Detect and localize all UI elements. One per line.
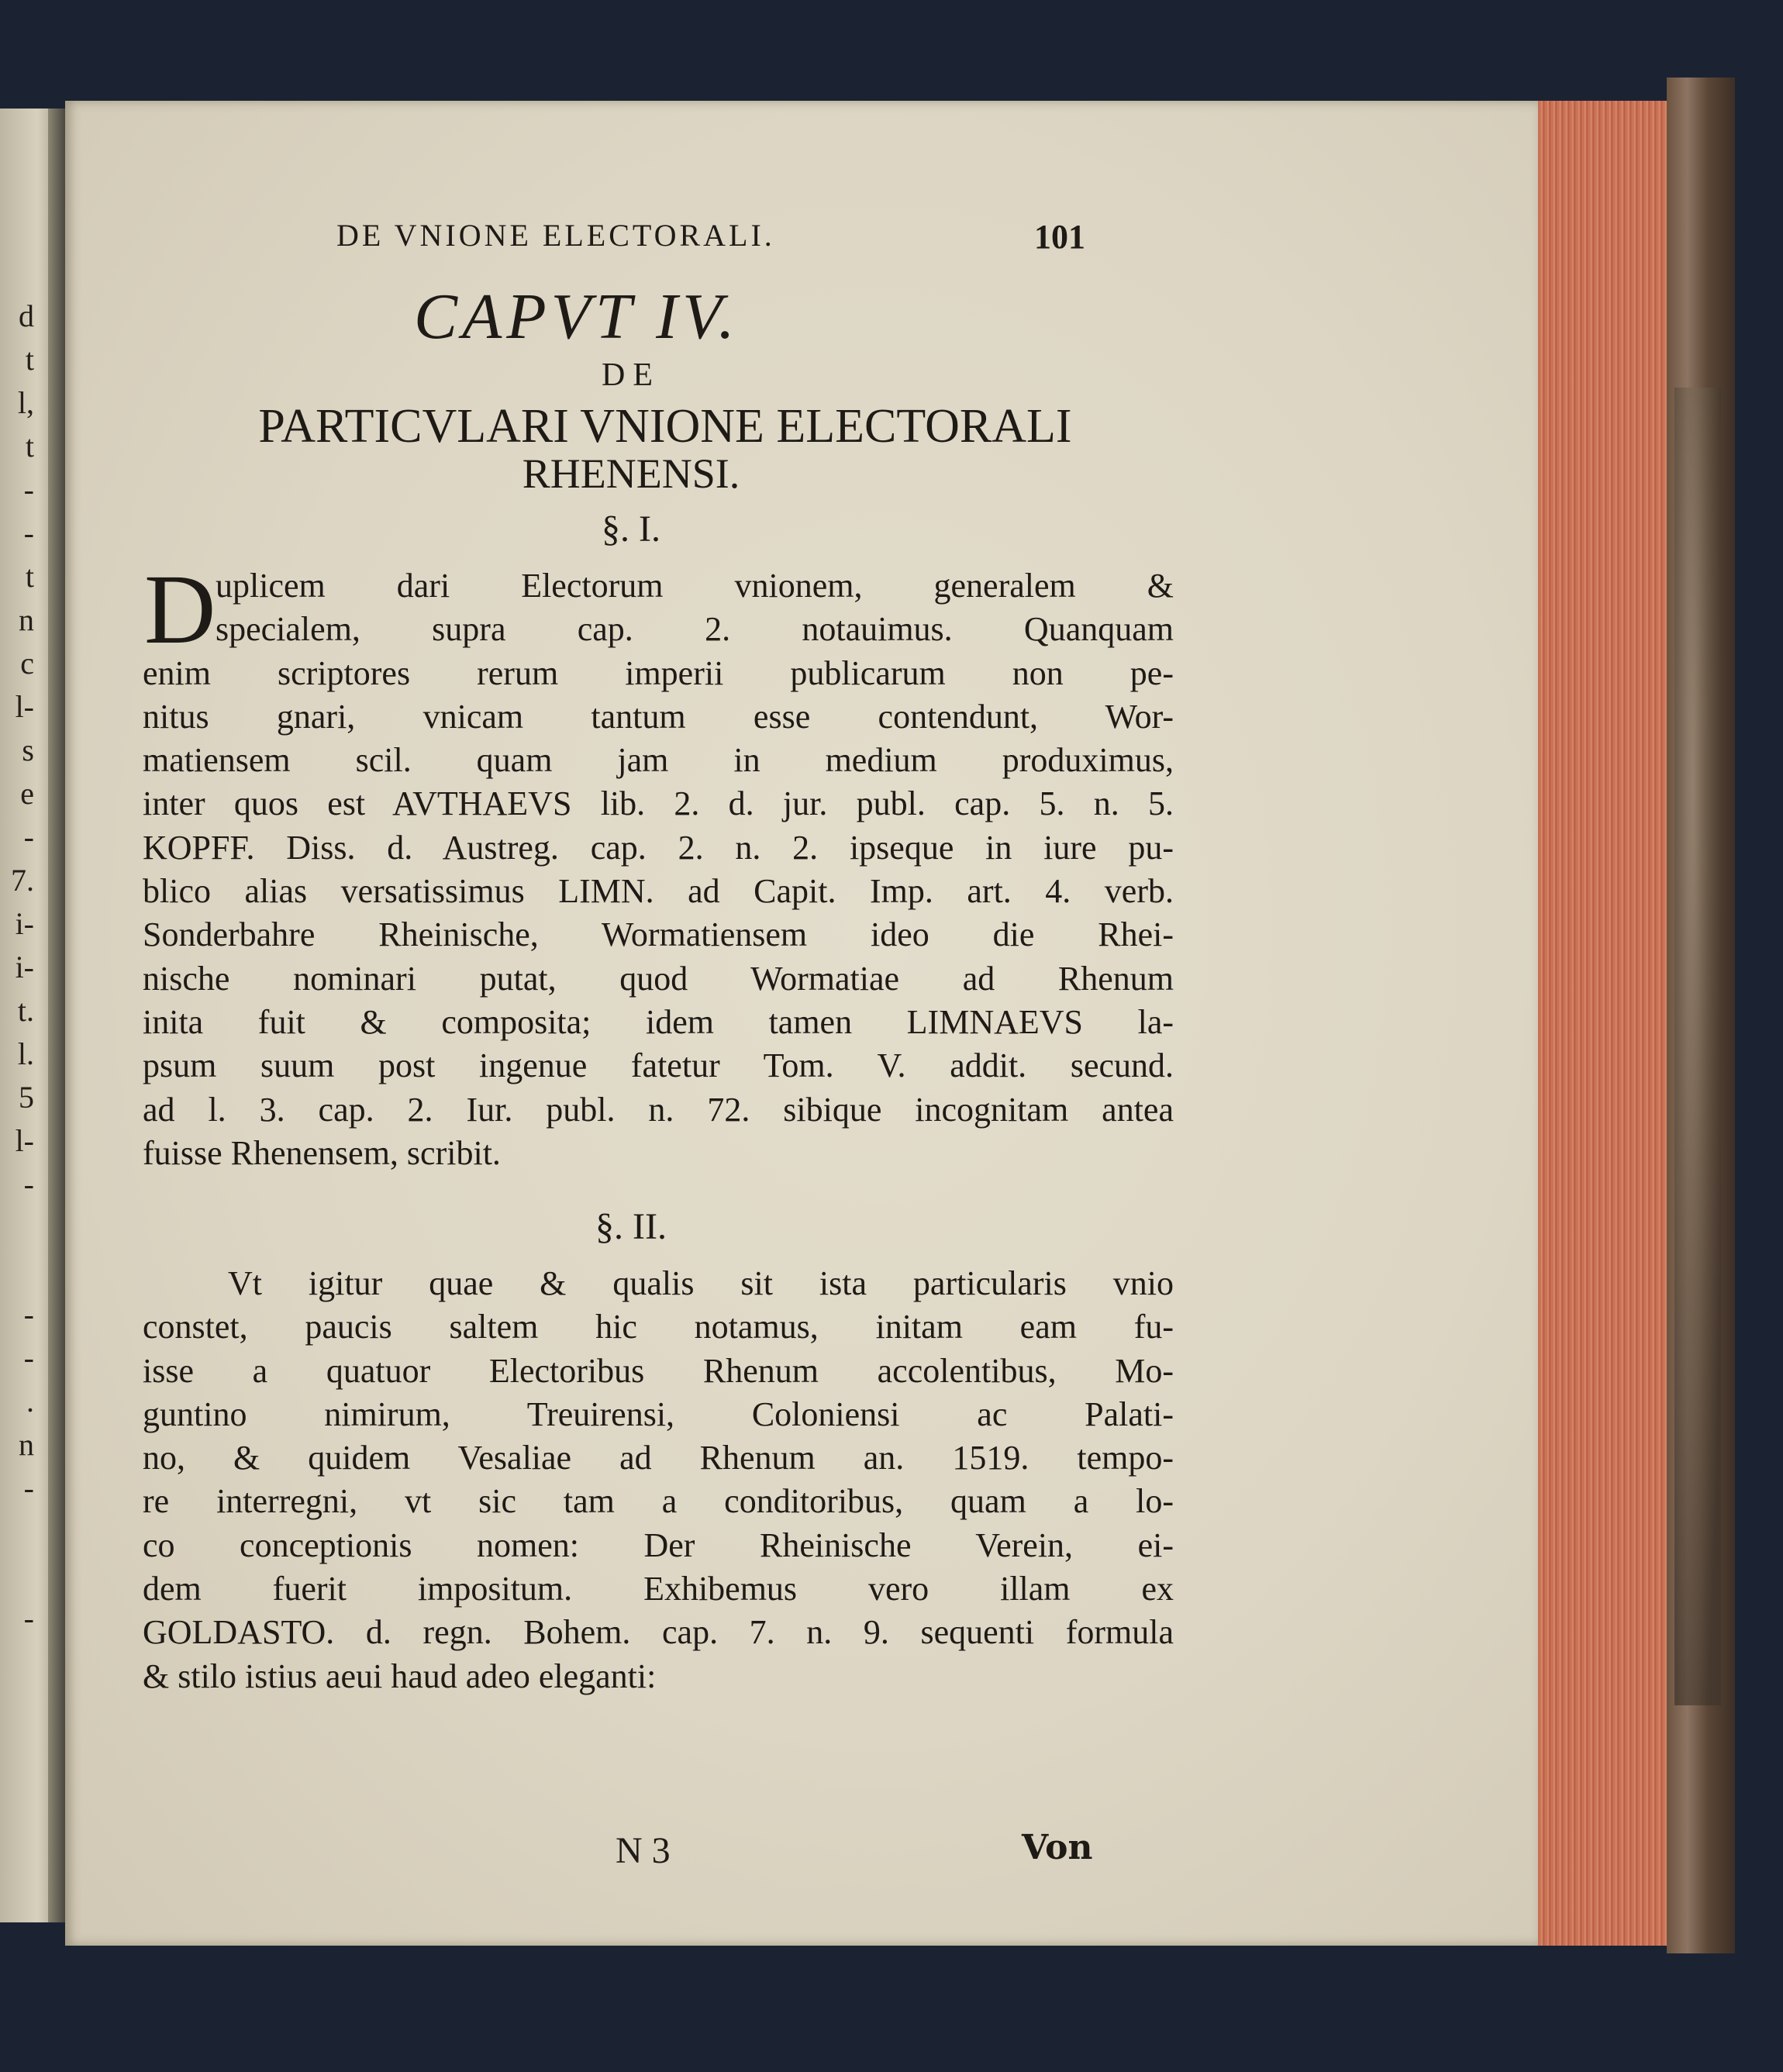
chapter-subheading: RHENENSI. (522, 450, 740, 497)
fragment-text: l- (15, 1123, 34, 1158)
text-line: nische nominari putat, quod Wormatiae ad Rhenum (143, 959, 1174, 998)
text-line: blico alias versatissimus LIMN. ad Capit. Imp. art. 4. verb. (143, 872, 1174, 911)
text-line: GOLDASTO. d. regn. Bohem. cap. 7. n. 9. sequenti formula (143, 1613, 1174, 1652)
fragment-text: s (22, 733, 34, 767)
chapter-heading: PARTICVLARI VNIONE ELECTORALI (258, 400, 1072, 453)
book-gutter (48, 109, 65, 1922)
page-block-edge (1533, 101, 1681, 1946)
text-line: matiensem scil. quam jam in medium produximus, (143, 741, 1174, 780)
text-line: Sonderbahre Rheinische, Wormatiensem ideo die Rhei- (143, 915, 1174, 954)
fragment-text: i- (15, 950, 34, 984)
fragment-text: l- (15, 689, 34, 724)
text-line: KOPFF. Diss. d. Austreg. cap. 2. n. 2. ipseque in iure pu- (143, 828, 1174, 867)
text-line: Vt igitur quae & qualis sit ista particularis vnio (228, 1264, 1174, 1302)
text-line: psum suum post ingenue fatetur Tom. V. addit. secund. (143, 1046, 1174, 1085)
text-line: co conceptionis nomen: Der Rheinische Verein, ei- (143, 1526, 1174, 1564)
text-line: guntino nimirum, Treuirensi, Coloniensi ac Palati- (143, 1395, 1174, 1433)
fragment-text: 5 (19, 1080, 34, 1115)
text-line: inter quos est AVTHAEVS lib. 2. d. jur. publ. cap. 5. n. 5. (143, 784, 1174, 823)
fragment-text: d (19, 298, 34, 333)
text-line: uplicem dari Electorum vnionem, generalem & (216, 567, 1174, 605)
fragment-text: - (23, 1470, 34, 1505)
fragment-text: l. (17, 1036, 34, 1071)
fragment-text: . (26, 1384, 34, 1419)
fragment-text: - (23, 1340, 34, 1375)
fragment-text: - (23, 1297, 34, 1332)
text-line: isse a quatuor Electoribus Rhenum accolentibus, Mo- (143, 1351, 1174, 1390)
fragment-text: t (25, 559, 34, 594)
text-line: no, & quidem Vesaliae ad Rhenum an. 1519. tempo- (143, 1439, 1174, 1477)
text-line: & stilo istius aeui haud adeo eleganti: (143, 1657, 657, 1695)
fragment-text: c (20, 646, 34, 681)
fragment-text: - (23, 515, 34, 550)
text-line: constet, paucis saltem hic notamus, initam eam fu- (143, 1308, 1174, 1346)
signature-mark: N 3 (616, 1830, 671, 1871)
fragment-text (0, 1206, 34, 1250)
text-line: ad l. 3. cap. 2. Iur. publ. n. 72. sibique incognitam antea (143, 1090, 1174, 1129)
fragment-text: - (23, 1167, 34, 1201)
text-line: nitus gnari, vnicam tantum esse contendunt, Wor- (143, 697, 1174, 736)
book-page (65, 101, 1538, 1946)
section-mark-1: §. I. (602, 509, 660, 550)
fragment-text: - (23, 1601, 34, 1636)
text-line: enim scriptores rerum imperii publicarum non pe- (143, 653, 1174, 692)
catchword: Von (1022, 1828, 1093, 1867)
text-line: specialem, supra cap. 2. notauimus. Quanquam (216, 610, 1174, 649)
fragment-text: t (25, 342, 34, 377)
fragment-text: n (19, 602, 34, 637)
previous-page-text-fragments (0, 295, 34, 1640)
fragment-text: 7. (11, 863, 34, 898)
chapter-title: CAPVT IV. (414, 281, 740, 353)
paragraph-2 (143, 1262, 1174, 1698)
running-head: DE VNIONE ELECTORALI. (336, 218, 775, 253)
fragment-text: - (23, 472, 34, 507)
drop-capital: D (144, 554, 216, 664)
text-line: dem fuerit impositum. Exhibemus vero illam ex (143, 1570, 1174, 1608)
fragment-text: t. (17, 993, 34, 1028)
text-line: fuisse Rhenensem, scribit. (143, 1133, 501, 1172)
fragment-text: l, (17, 385, 34, 420)
paragraph-1 (143, 554, 1174, 1175)
fragment-text (0, 1250, 34, 1293)
section-mark-2: §. II. (595, 1206, 667, 1247)
fragment-text (0, 1553, 34, 1597)
fragment-text: i- (15, 906, 34, 941)
fragment-text: n (19, 1427, 34, 1462)
text-line: re interregni, vt sic tam a conditoribus, quam a lo- (143, 1482, 1174, 1521)
book-cover-edge (1667, 78, 1735, 1953)
fragment-text: e (20, 776, 34, 811)
fragment-text: t (25, 429, 34, 464)
heading-de: DE (602, 357, 660, 393)
fragment-text (0, 1510, 34, 1553)
fragment-text: - (23, 819, 34, 854)
page-number: 101 (1034, 218, 1085, 256)
text-line: inita fuit & composita; idem tamen LIMNAEVS la- (143, 1002, 1174, 1041)
